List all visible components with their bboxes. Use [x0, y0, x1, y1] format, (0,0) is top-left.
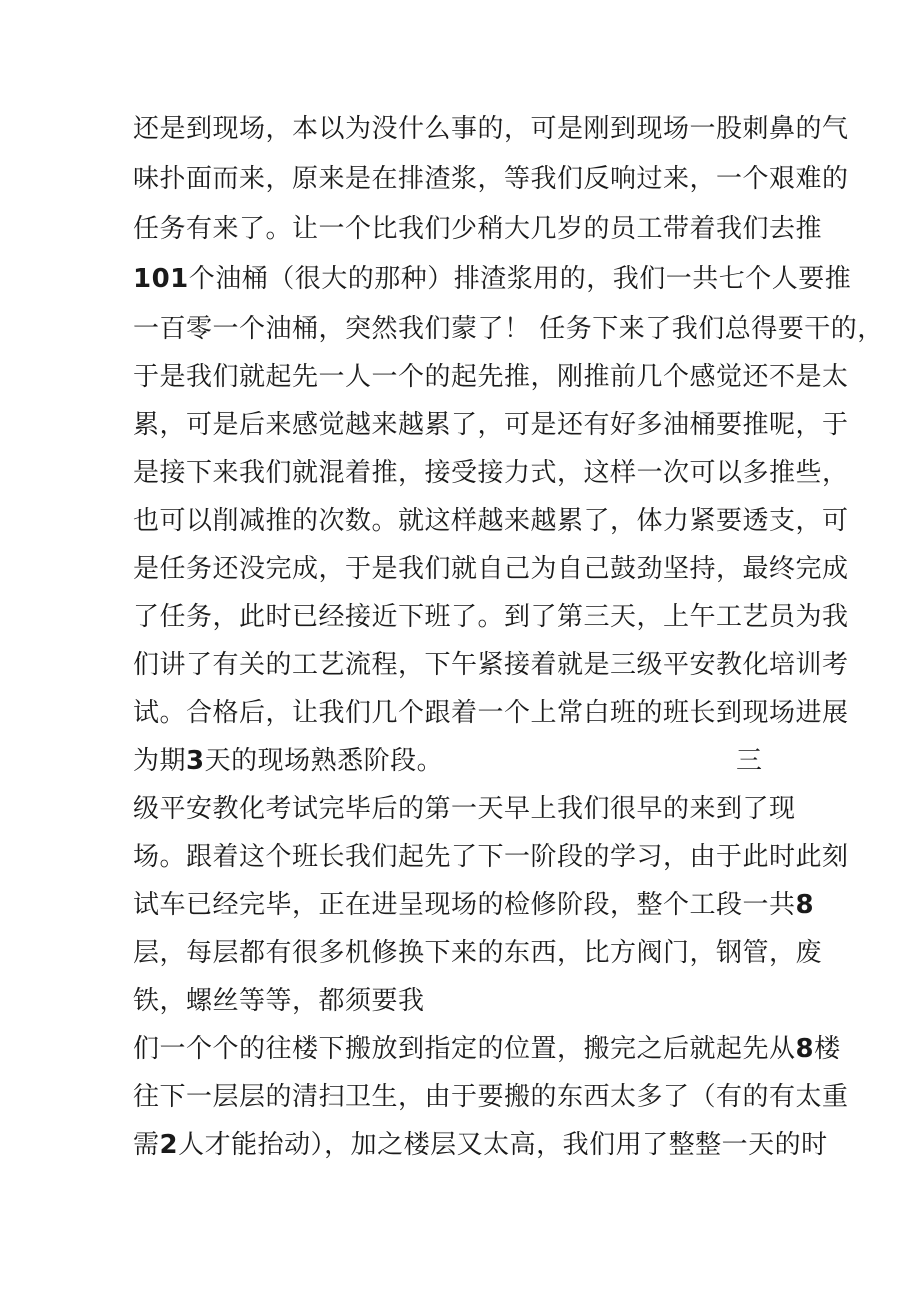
- text-line: 101个油桶（很大的那种）排渣浆用的，我们一共七个人要推: [133, 264, 852, 294]
- text-line: 任务有来了。让一个比我们少稍大几岁的员工带着我们去推: [133, 214, 823, 244]
- text-line: 是接下来我们就混着推，接受接力式，这样一次可以多推些，: [133, 458, 849, 488]
- text-line: 于是我们就起先一人一个的起先推，刚推前几个感觉还不是太: [133, 362, 849, 392]
- text-line-right-char: 三: [736, 746, 763, 776]
- text-line: 铁，螺丝等等，都须要我: [133, 986, 425, 1016]
- text-line: 场。跟着这个班长我们起先了下一阶段的学习，由于此时此刻: [133, 842, 849, 872]
- text-line: 为期3天的现场熟悉阶段。: [133, 746, 444, 776]
- text-line: 了任务，此时已经接近下班了。到了第三天，上午工艺员为我: [133, 602, 849, 632]
- text-line: 试。合格后，让我们几个跟着一个上常白班的班长到现场进展: [133, 698, 849, 728]
- text-line: 层，每层都有很多机修换下来的东西，比方阀门，钢管，废: [133, 938, 823, 968]
- text-line: 级平安教化考试完毕后的第一天早上我们很早的来到了现: [133, 794, 796, 824]
- text-line: 味扑面而来，原来是在排渣浆，等我们反响过来，一个艰难的: [133, 164, 849, 194]
- text-line: 还是到现场，本以为没什么事的，可是刚到现场一股刺鼻的气: [133, 114, 849, 144]
- text-line: 也可以削减推的次数。就这样越来越累了，体力紧要透支，可: [133, 506, 849, 536]
- text-line: 试车已经完毕，正在进呈现场的检修阶段，整个工段一共8: [133, 890, 815, 920]
- text-line: 们讲了有关的工艺流程，下午紧接着就是三级平安教化培训考: [133, 650, 849, 680]
- text-line: 往下一层层的清扫卫生，由于要搬的东西太多了（有的有太重: [133, 1082, 849, 1112]
- text-line: 是任务还没完成，于是我们就自己为自己鼓劲坚持，最终完成: [133, 554, 849, 584]
- text-line: 累，可是后来感觉越来越累了，可是还有好多油桶要推呢，于: [133, 410, 849, 440]
- text-line: 需2人才能抬动），加之楼层又太高，我们用了整整一天的时: [133, 1130, 828, 1160]
- text-line: 们一个个的往楼下搬放到指定的位置，搬完之后就起先从8楼: [133, 1034, 841, 1064]
- text-line: 一百零一个油桶，突然我们蒙了！ 任务下来了我们总得要干的，: [133, 314, 884, 344]
